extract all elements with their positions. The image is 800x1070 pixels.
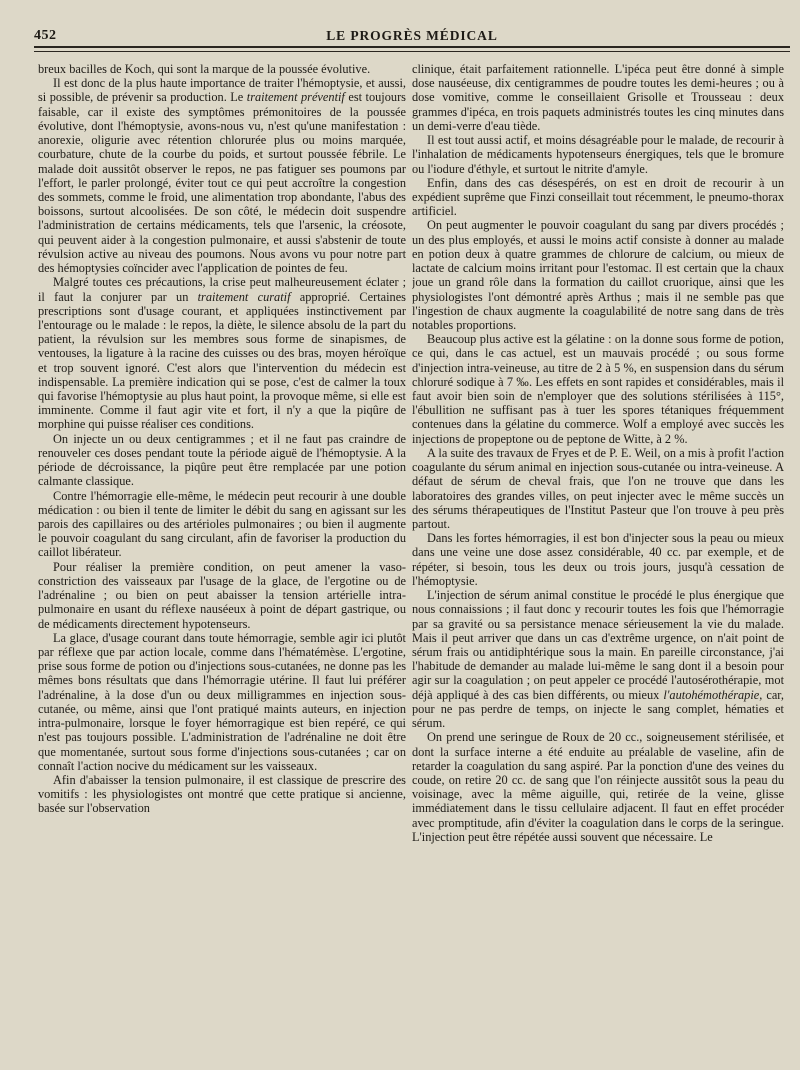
paragraph — [412, 531, 784, 588]
paragraph — [38, 76, 406, 275]
paragraph — [38, 773, 406, 816]
paragraph — [38, 560, 406, 631]
paragraph-text: Dans les fortes hémorragies, il est bon d'injecter sous la peau ou mieux dans une veine une dose assez considérable, 40 cc. par exemple, et de répéter, si besoin, tous les deux ou trois jours, jusqu'à cessation de l'hémoptysie. — [412, 531, 784, 588]
paragraph — [412, 133, 784, 176]
paragraph — [412, 446, 784, 531]
journal-title: LE PROGRÈS MÉDICAL — [326, 28, 498, 43]
page-header — [34, 22, 790, 46]
paragraph-text: A la suite des travaux de Fryes et de P. E. Weil, on a mis à profit l'action coagulante du sérum animal en injection sous-cutanée ou intra-veineuse. A défaut de sérum de cheval frais, que l'on ne trouve que dans les laboratoires des grandes villes, on peut injecter avec le même succès un des sérums thérapeutiques de l'Institut Pasteur que l'on trouve à peu près partout. — [412, 445, 784, 531]
left-column — [38, 62, 406, 1062]
paragraph-text: Enfin, dans des cas désespérés, on est en droit de recourir à un expédient suprême que Finzi conseillait tout récemment, le pneumo-thorax artificiel. — [412, 175, 784, 219]
paragraph-text: Afin d'abaisser la tension pulmonaire, il est classique de prescrire des vomitifs : les physiologistes ont montré que cette pratique si ancienne, basée sur l'observation — [38, 772, 406, 816]
paragraph — [38, 489, 406, 560]
paragraph-text: approprié. Certaines prescriptions sont d'usage courant, et appliquées instinctivement par l'entourage ou le malade : le repos, la diète, le silence absolu de la part du patient, la révulsion sur les membres sous forme de sinapismes, de ventouses, la ligature à la racine des cuisses ou des bras, moyen héroïque et trop souvent ignoré. C'est alors que l'intervention du médecin est indispensable. La première indication qui se pose, c'est de calmer la toux qui favorise l'hémoptysie au plus haut point, la provoque même, si elle est imminente. Comme il faut agir vite et fort, il n'y a que la piqûre de morphine qui puisse réaliser ces conditions. — [38, 289, 406, 432]
header-rule-thick — [34, 46, 790, 48]
paragraph — [412, 62, 784, 133]
paragraph-text: Contre l'hémorragie elle-même, le médecin peut recourir à une double médication : ou bien il tente de limiter le débit du sang en agissant sur les parois des capillaires ou des artérioles pulmonaires ; ou bien il augmente le pouvoir coagulant du sang circulant, afin de favoriser la production du caillot libérateur. — [38, 488, 406, 560]
paragraph — [412, 730, 784, 844]
paragraph-text: Il est donc de la plus haute importance de traiter l'hémoptysie, et aussi, si possible, de prévenir sa production. Le — [38, 76, 406, 105]
paragraph — [412, 588, 784, 730]
paragraph-text: On peut augmenter le pouvoir coagulant du sang par divers procédés ; un des plus employés, et aussi le moins actif consiste à donner au malade en potion deux à quatre grammes de chlorure de calcium, ou mieux de lactate de calcium moins irritant pour l'estomac. Il est certain que la chaux joue un grand rôle dans la formation du caillot cruorique, ainsi que les physiologistes l'ont démontré après Arthus ; mais il ne semble pas que l'ingestion de chaux augmente la coagulabilité de notre sang dans de très notables proportions. — [412, 218, 784, 332]
paragraph-text: Beaucoup plus active est la gélatine : on la donne sous forme de potion, ce qui, dans le cas actuel, est un mauvais procédé ; ou sous forme d'injection intra-veineuse, au titre de 2 à 5 %, en suspension dans du sérum chloruré sodique à 7 ‰. Les effets en sont rapides et considérables, mais il faut avoir bien soin de n'employer que des solutions stérilisées à 115°, l'ébullition ne suffisant pas à tuer les spores tétaniques fréquemment contenues dans la gélatine du commerce. Wolf a employé avec succès les injections de propeptone ou de peptone de Witte, à 2 %. — [412, 332, 784, 446]
header-rule-thin — [34, 51, 790, 52]
paragraph — [412, 176, 784, 219]
paragraph-text: L'injection de sérum animal constitue le procédé le plus énergique que nous connaissions ; il faut donc y recourir toutes les fois que l'hémorragie par sa gravité ou sa persistance menace sérieusement la vie du malade. Mais il peut arriver que dans un cas d'extrême urgence, on n'ait point de sérum frais ou antidiphtérique sous la main. En pareille circonstance, j'ai l'habitude de demander au malade lui-même le sang dont il a besoin pour agir sur la coagulation ; on peut appeler ce procédé l'autosérothérapie, mot déjà appliqué à des cas bien différents, ou mieux — [412, 588, 784, 702]
paragraph-text: breux bacilles de Koch, qui sont la marque de la poussée évolutive. — [38, 62, 371, 76]
paragraph — [38, 275, 406, 431]
paragraph-text: clinique, était parfaitement rationnelle. L'ipéca peut être donné à simple dose nauséeuse, dix centigrammes de poudre toutes les demi-heures ; ou à dose vomitive, comme le conseillaient Grisolle et Trousseau : deux grammes d'ipéca, en trois paquets administrés toutes les cinq minutes dans un demi-verre d'eau tiède. — [412, 62, 784, 133]
italic-text: traitement curatif — [197, 289, 291, 304]
paragraph — [412, 332, 784, 446]
right-column — [412, 62, 784, 1062]
paragraph-text: , car, pour ne pas perdre de temps, on injecte le sang complet, hématies et sérum. — [412, 687, 784, 731]
paragraph-text: On prend une seringue de Roux de 20 cc., soigneusement stérilisée, et dont la surface interne a été enduite au préalable de vaseline, afin de retarder la coagulation du sang aspiré. Par la ponction d'une des veines du coude, on retire 20 cc. de sang que l'on réinjecte aussitôt sous la peau du voisinage, avec la même aiguille, qui, retirée de la veine, glisse immédiatement dans le tissu cellulaire adjacent. Il faut en effet procéder avec promptitude, afin d'éviter la coagulation dans le corps de la seringue. L'injection peut être répétée aussi souvent que nécessaire. Le — [412, 730, 784, 844]
paragraph-text: Malgré toutes ces précautions, la crise peut malheureusement éclater ; il faut la conjurer par un — [38, 275, 406, 304]
paragraph — [38, 432, 406, 489]
paragraph-text: On injecte un ou deux centigrammes ; et il ne faut pas craindre de renouveler ces doses pendant toute la période aiguë de l'hémoptysie. A la période de décroissance, la piqûre peut être remplacée par une potion calmante classique. — [38, 431, 406, 489]
italic-text: traitement préventif — [246, 90, 345, 105]
paragraph-text: Pour réaliser la première condition, on peut amener la vaso-constriction des vaisseaux par l'usage de la glace, de l'ergotine ou de l'adrénaline ; ou bien on peut abaisser la tension artérielle intra-pulmonaire en usant du réflexe nauséeux à point de départ gastrique, ou de médicaments directement hypotenseurs. — [38, 559, 406, 631]
paragraph-text: est toujours faisable, car il existe des symptômes prémonitoires de la poussée évolutive, dont l'hémoptysie, avons-nous vu, n'est qu'une manifestation : anorexie, oligurie avec rétention chlorurée plus ou moins marquée, courbature, chute de la courbe du poids, et surtout poussée fébrile. Le malade doit aussitôt observer le repos, ne pas fatiguer ses poumons par l'effort, le parler prolongé, éviter tout ce qui peut accroître la congestion des sommets, comme le froid, une alimentation trop abondante, l'abus des boissons, surtout alcoolisées. De son côté, le médecin doit suspendre l'administration de certains médicaments, tels que l'arsenic, la créosote, qui peuvent aider à la congestion pulmonaire, et aussi s'abstenir de toute révulsion active au niveau des poumons. Nous avons vu pour notre part des hémoptysies coïncider avec l'application de pointes de feu. — [38, 90, 406, 276]
paragraph — [38, 631, 406, 773]
paragraph — [412, 218, 784, 332]
paragraph — [38, 62, 406, 76]
page-number: 452 — [34, 28, 57, 43]
paragraph-text: La glace, d'usage courant dans toute hémorragie, semble agir ici plutôt par réflexe que par action locale, comme dans l'hématémèse. L'ergotine, prise sous forme de potion ou d'injections sous-cutanées, ne donne pas les mêmes bons résultats que dans l'hémorragie utérine. Il faut lui préférer l'adrénaline, à la dose d'un ou deux milligrammes en injection sous-cutanée, ou même, ainsi que l'ont pratiqué maints auteurs, en injection intra-pulmonaire, lorsque le foyer hémorragique est bien repéré, ce qui n'est pas toujours possible. L'administration de l'adrénaline ne doit être que momentanée, surtout sous forme d'injections sous-cutanées ; car on connaît l'action nocive du médicament sur les vaisseaux. — [38, 630, 406, 773]
italic-text: l'autohémothérapie — [663, 687, 760, 702]
paragraph-text: Il est tout aussi actif, et moins désagréable pour le malade, de recourir à l'inhalation de médicaments hypotenseurs énergiques, tels que le bromure ou l'iodure d'éthyle, et surtout le nitrite d'amyle. — [412, 133, 784, 176]
